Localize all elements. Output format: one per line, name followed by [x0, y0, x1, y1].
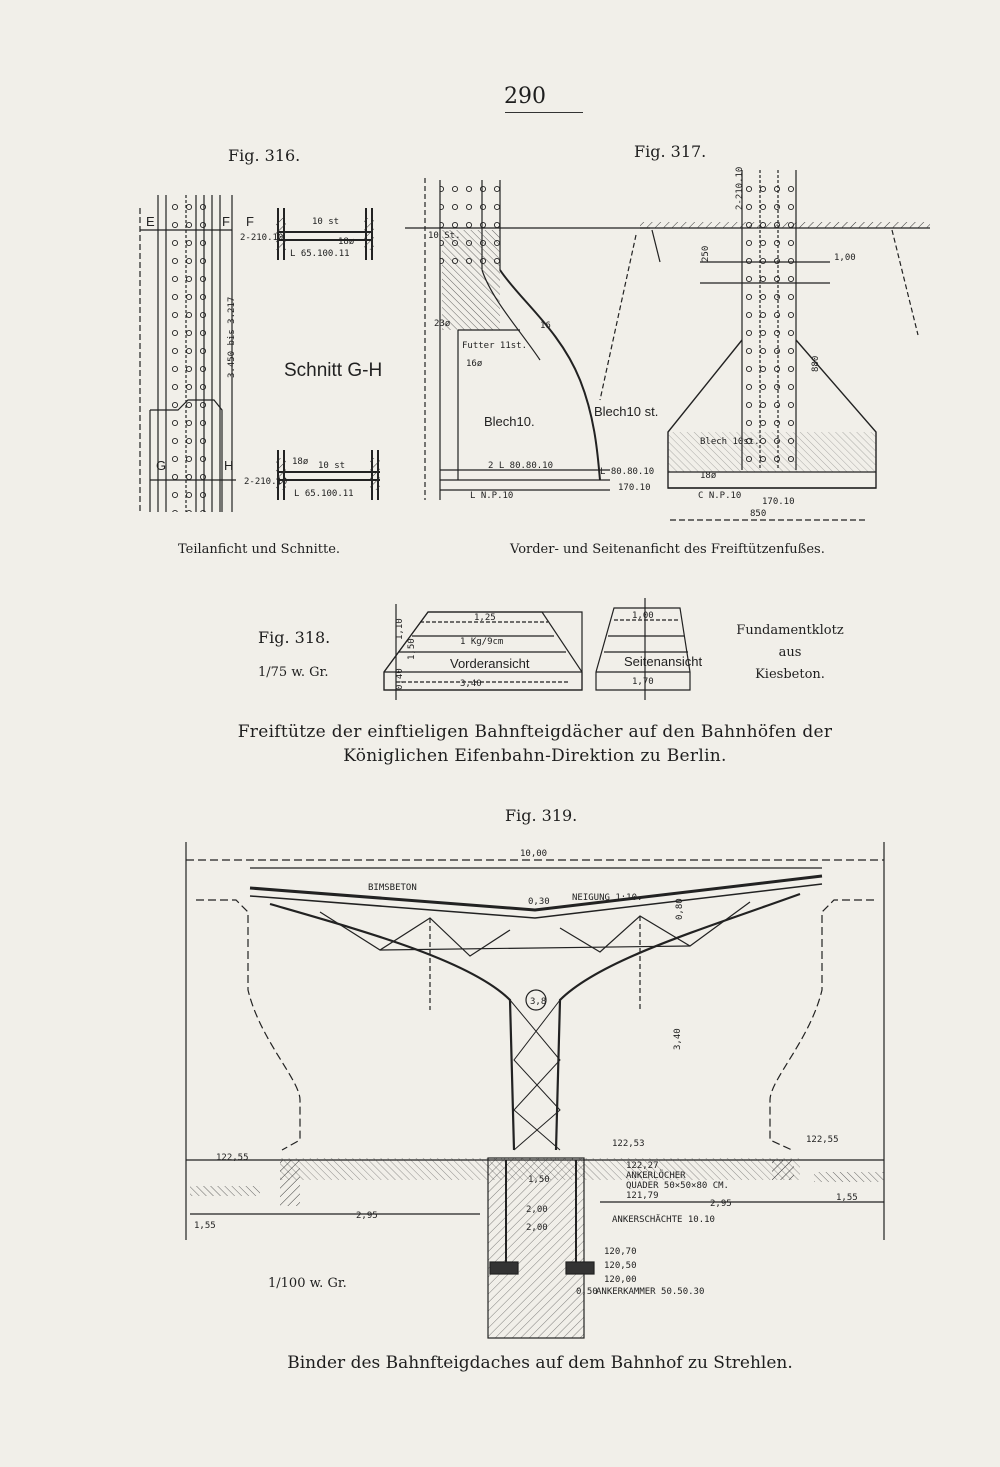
fig319-155-right-label: 1,55 [836, 1193, 858, 1203]
fig319-anchor-holes-label: ANKERLÖCHER [626, 1171, 686, 1181]
fig317-side-flange-label: 2-210.10 [735, 166, 745, 210]
fig316-top-plate-label: 10 st [312, 217, 340, 227]
bottom-caption: Binder des Bahnfteigdaches auf dem Bahnhof zu Strehlen. [287, 1353, 793, 1373]
fig317-rivet16-label: 16ø [466, 359, 483, 369]
fig319-150-label: 1,50 [528, 1175, 550, 1185]
fig319-050-label: 0,50 [576, 1287, 598, 1297]
fig316-top-rivet-label: 18ø [338, 237, 355, 247]
foundation-note-line-1: Fundamentklotz [736, 623, 844, 638]
fig319-12070-label: 120,70 [604, 1247, 637, 1257]
fig316-bottom-angle-label: L 65.100.11 [294, 489, 354, 499]
fig317-side-channel-label: C N.P.10 [698, 491, 742, 501]
fig319-12000-label: 120,00 [604, 1275, 637, 1285]
fig316-letter-H: H [224, 458, 234, 473]
fig319-200b-label: 2,00 [526, 1223, 548, 1233]
fig319-label: Fig. 319. [505, 806, 578, 825]
fig316-height-dim: 3.450 bis 3.217 [227, 296, 237, 378]
fig319-anchor-shafts-label: ANKERSCHÄCHTE 10.10 [612, 1215, 715, 1225]
fig319-200a-label: 2,00 [526, 1205, 548, 1215]
fig319-12050-label: 120,50 [604, 1261, 637, 1271]
fig317-channel-label: L N.P.10 [470, 491, 514, 501]
fig316-section-label: Schnitt G-H [284, 360, 383, 381]
fig317-850-label: 850 [750, 509, 767, 519]
fig319-scale: 1/100 w. Gr. [268, 1276, 347, 1291]
fig319-12227-label: 122,27 [626, 1161, 659, 1171]
fig318-scale: 1/75 w. Gr. [258, 665, 329, 680]
fig318-040-label: 0,40 [395, 668, 405, 690]
fig317-top-plate-label: 10 St. [428, 231, 461, 241]
fig319-030-label: 0,30 [528, 897, 550, 907]
fig317-side-plate-label: Blech10 st. [594, 404, 659, 419]
fig318-side-100-label: 1,00 [632, 611, 654, 621]
fig319-slope-label: NEIGUNG 1:10. [572, 893, 643, 903]
fig318-170-label: 1,70 [632, 677, 654, 687]
fig317-flat-label: 170.10 [618, 483, 651, 493]
main-caption-line-1: Freiftütze der einftieligen Bahnfteigdächer auf den Bahnhöfen der [237, 722, 833, 742]
fig317-caption: Vorder- und Seitenanficht des Freiftützenfußes. [510, 542, 825, 557]
fig319-anchor-chamber-label: ANKERKAMMER 50.50.30 [596, 1287, 705, 1297]
fig317-side-plate-10-label: Blech 10st. [700, 437, 760, 447]
fig318-label: Fig. 318. [258, 628, 331, 647]
fig319-295-right-label: 2,95 [710, 1199, 732, 1209]
fig319-span-label: 10,00 [520, 849, 548, 859]
fig316-top-flange-label: 2-210.10 [240, 233, 284, 243]
fig318-110-label: 1,10 [395, 618, 405, 640]
foundation-note-line-3: Kiesbeton. [755, 667, 825, 682]
fig316-caption: Teilanficht und Schnitte. [178, 542, 341, 557]
fig319-080-label: 0,80 [675, 898, 685, 920]
fig316-label: Fig. 316. [228, 146, 301, 165]
fig317-angles-label: 2 L 80.80.10 [488, 461, 554, 471]
fig319-pumice-label: BIMSBETON [368, 883, 417, 893]
fig316-bottom-rivet-label: 18ø [292, 457, 309, 467]
fig318-side-view-label: Seitenansicht [624, 654, 703, 669]
fig318-125-label: 1,25 [474, 613, 496, 623]
fig319-12255-left-label: 122,55 [216, 1153, 249, 1163]
fig318-front-view-label: Vorderansicht [450, 656, 530, 671]
fig317-plate-label: Blech10. [484, 414, 535, 429]
fig319-38-label: 3,8 [530, 997, 547, 1007]
fig318-150-label: 1,50 [407, 638, 417, 660]
fig319-12179-label: 121,79 [626, 1191, 659, 1201]
fig317-880-label: 880 [811, 355, 821, 372]
fig316-top-angle-label: L 65.100.11 [290, 249, 350, 259]
fig316-drawing [140, 195, 382, 512]
fig318-340-label: 3,40 [460, 679, 482, 689]
fig317-side-rivet-label: 18ø [700, 471, 717, 481]
fig316-letter-F2: F [246, 214, 254, 229]
fig318-load-label: 1 Kg/9cm [460, 637, 504, 647]
fig317-drawing [405, 167, 930, 520]
fig317-250-label: 250 [701, 245, 711, 262]
fig319-ashlar-label: QUADER 50×50×80 CM. [626, 1181, 729, 1191]
fig319-340-label: 3,40 [673, 1028, 683, 1050]
fig319-12255-right-label: 122,55 [806, 1135, 839, 1145]
fig317-filler-label: Futter 11st. [462, 341, 528, 351]
fig317-100-label: 1,00 [834, 253, 856, 263]
page-number: 290 [504, 84, 546, 109]
fig318-drawing [384, 598, 702, 700]
fig319-12253-label: 122,53 [612, 1139, 645, 1149]
fig319-295-left-label: 2,95 [356, 1211, 378, 1221]
foundation-note-line-2: aus [778, 645, 802, 660]
fig316-letter-G: G [156, 458, 167, 473]
fig316-letter-E: E [146, 214, 155, 229]
fig317-side-flat-label: 170.10 [762, 497, 795, 507]
fig316-letter-F1: F [222, 214, 230, 229]
fig317-label: Fig. 317. [634, 142, 707, 161]
fig319-drawing [186, 842, 884, 1338]
fig317-angle-label: L 80.80.10 [600, 467, 655, 477]
fig319-155-left-label: 1,55 [194, 1221, 216, 1231]
fig317-rivet23-label: 23ø [434, 319, 451, 329]
main-caption-line-2: Königlichen Eifenbahn-Direktion zu Berlin. [343, 746, 727, 766]
fig316-bottom-flange-label: 2-210.10 [244, 477, 288, 487]
fig316-bottom-plate-label: 10 st [318, 461, 346, 471]
fig317-16-label: 16 [540, 321, 551, 331]
